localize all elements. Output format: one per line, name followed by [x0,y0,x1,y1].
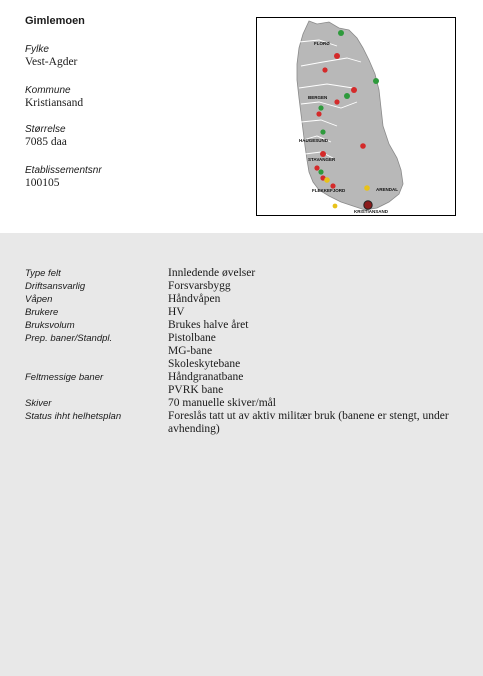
field-etablissementsnr [25,165,102,190]
map-marker-green [318,105,323,110]
detail-value [168,332,465,371]
field-storrelse [25,124,67,149]
map-marker-green [320,129,325,134]
detail-row-status [25,410,465,436]
detail-value-line: PVRK bane [168,384,224,396]
detail-value-line: 70 manuelle skiver/mål [168,397,276,409]
detail-value-line: Innledende øvelser [168,267,256,279]
map-marker-green [338,30,344,36]
detail-value-line: Pistolbane [168,332,216,344]
map-marker-red [351,87,357,93]
detail-value-line: Håndvåpen [168,293,221,305]
field-value: 100105 [25,177,60,189]
field-label: Etablissementsnr [25,165,102,176]
map-label-arendal: ARENDAL [376,187,398,192]
details-section [0,233,483,676]
detail-row-vapen [25,293,465,306]
detail-value [168,397,465,410]
map-marker-red [334,99,339,104]
header-section [0,0,483,233]
map-label-bergen: BERGEN [308,95,328,100]
detail-value-line: Brukes halve året [168,319,249,331]
map-label-kristiansand: KRISTIANSAND [354,209,389,214]
detail-value-line: Håndgranatbane [168,371,244,383]
detail-key: Skiver [25,398,52,409]
detail-key: Brukere [25,307,59,318]
detail-value [168,371,465,397]
location-map [256,17,456,216]
detail-value-line: Forsvarsbygg [168,280,231,292]
detail-value [168,280,465,293]
field-label: Kommune [25,85,71,96]
map-marker-yellow [324,177,330,183]
detail-row-driftsansvarlig [25,280,465,293]
detail-value [168,410,465,436]
map-landmass [297,21,403,210]
detail-row-type-felt [25,267,465,280]
detail-key: Bruksvolum [25,320,75,331]
detail-row-skiver [25,397,465,410]
detail-row-bruksvolum [25,319,465,332]
map-marker-red [322,67,327,72]
map-svg [257,18,455,215]
detail-key: Driftsansvarlig [25,281,86,292]
detail-key: Våpen [25,294,53,305]
details-table [25,267,465,436]
field-value: Kristiansand [25,97,84,109]
field-value: 7085 daa [25,136,67,148]
map-label-stavanger: STAVANGER [308,157,336,162]
detail-value-line: Foreslås tatt ut av aktiv militær bruk (banene er stengt, under avhending) [168,410,449,435]
map-marker-yellow [333,204,338,209]
map-marker-red [360,143,366,149]
detail-key: Status ihht helhetsplan [25,411,122,422]
map-label-haugesund: HAUGESUND [299,138,329,143]
map-marker-green [344,93,350,99]
field-label: Fylke [25,44,49,55]
map-marker-current [364,201,372,209]
detail-row-brukere [25,306,465,319]
detail-row-prep-baner [25,332,465,371]
detail-value [168,267,465,280]
map-marker-red [314,165,319,170]
map-label-floro: FLORØ [314,41,330,46]
detail-key: Prep. baner/Standpl. [25,333,113,344]
detail-value-line: MG-bane [168,345,213,357]
map-marker-red [334,53,340,59]
page-title: Gimlemoen [25,15,85,27]
detail-value [168,319,465,332]
detail-value [168,306,465,319]
detail-key: Feltmessige baner [25,372,104,383]
map-marker-red [316,111,321,116]
field-label: Størrelse [25,124,66,135]
detail-value-line: HV [168,306,185,318]
map-marker-green [373,78,379,84]
detail-value-line: Skoleskytebane [168,358,241,370]
field-kommune [25,85,83,110]
map-marker-yellow [364,185,370,191]
detail-value [168,293,465,306]
detail-key: Type felt [25,268,61,279]
map-label-flekkefjord: FLEKKEFJORD [312,188,346,193]
field-value: Vest-Agder [25,56,78,68]
detail-row-feltmessige-baner [25,371,465,397]
map-marker-green [318,169,323,174]
field-fylke [25,44,77,69]
